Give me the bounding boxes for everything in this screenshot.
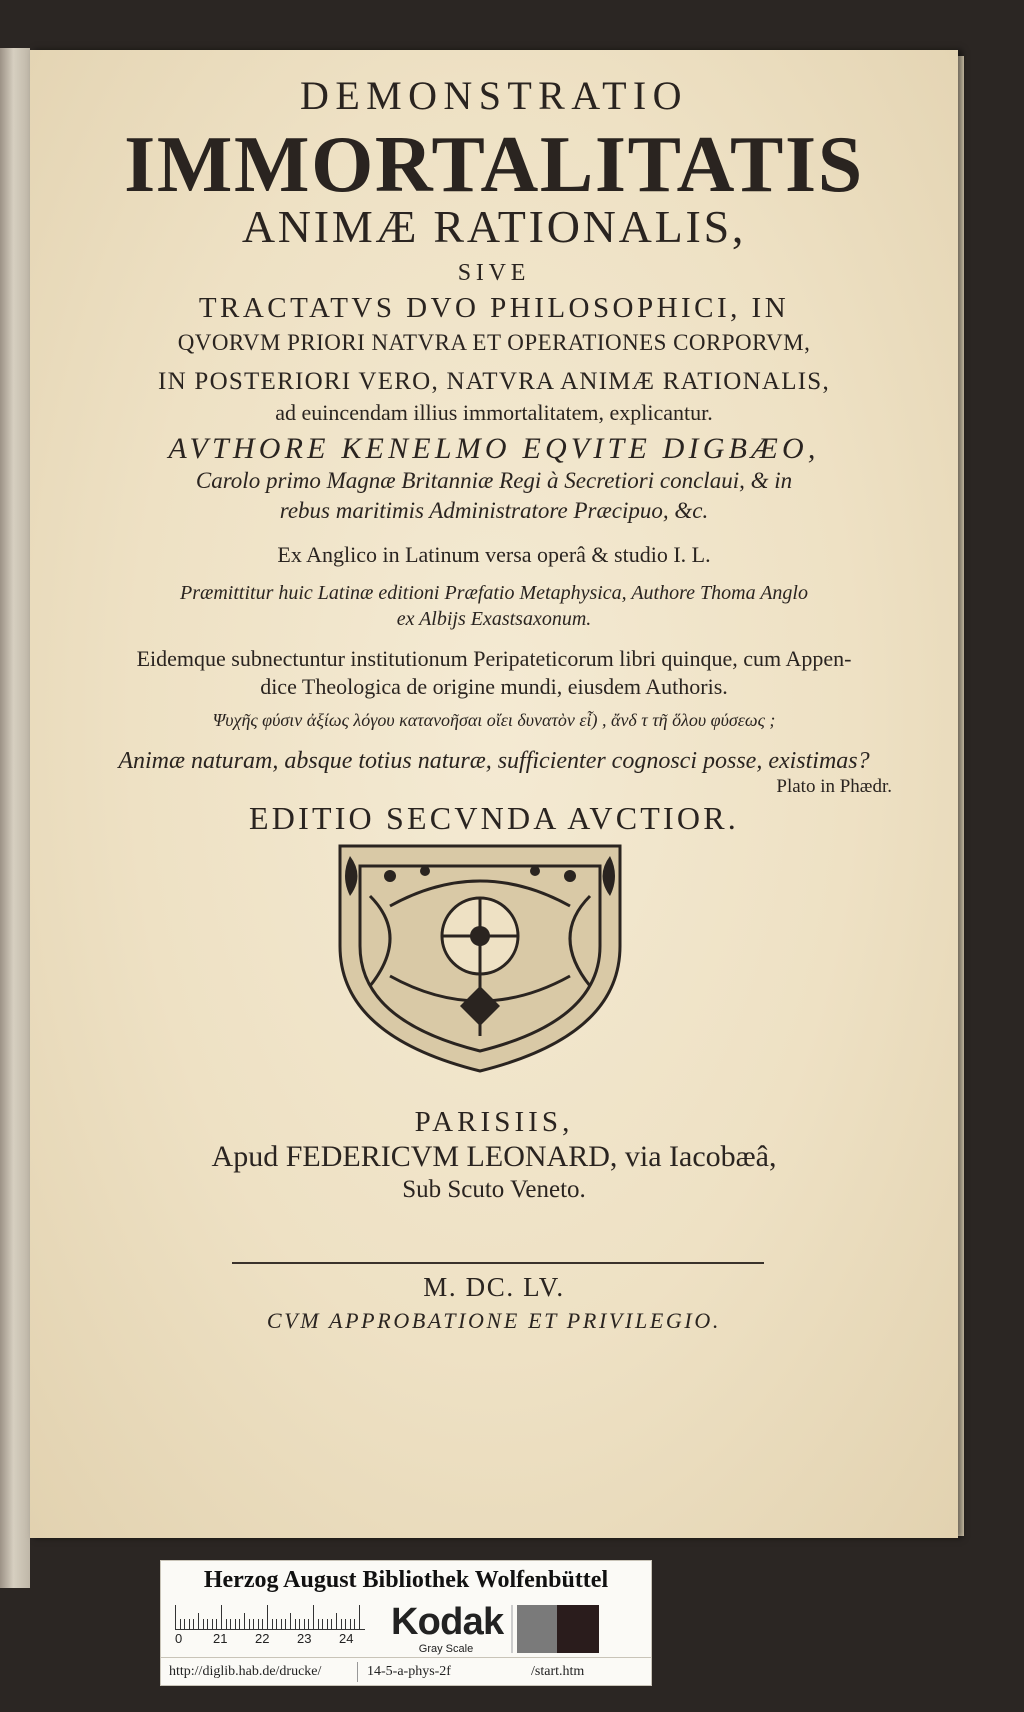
ruler-tick xyxy=(304,1619,305,1629)
author-line: AVTHORE KENELMO EQVITE DIGBÆO, xyxy=(168,432,820,465)
title-line-tractatus: TRACTATVS DVO PHILOSOPHICI, IN xyxy=(198,292,790,324)
ruler-tick xyxy=(198,1613,199,1629)
ruler-tick xyxy=(272,1619,273,1629)
imprint-rule xyxy=(232,1262,764,1264)
ruler-tick xyxy=(350,1619,351,1629)
ruler-tick xyxy=(313,1605,314,1629)
ruler-number: 21 xyxy=(213,1631,228,1646)
printers-device-ornament xyxy=(330,836,630,1076)
page-right-edge xyxy=(958,56,964,1536)
ruler-tick xyxy=(207,1619,208,1629)
ruler-number: 0 xyxy=(175,1631,183,1646)
ruler-tick xyxy=(276,1619,277,1629)
ruler-tick xyxy=(253,1619,254,1629)
ruler-tick xyxy=(221,1605,222,1629)
ruler-tick xyxy=(203,1619,204,1629)
ruler-tick xyxy=(175,1605,176,1629)
ruler-tick xyxy=(226,1619,227,1629)
preface-line-1: Præmittitur huic Latinæ editioni Præfatio Metaphysica, Authore Thoma Anglo xyxy=(180,582,808,604)
ruler-tick xyxy=(281,1619,282,1629)
gray-swatch-dark xyxy=(557,1605,599,1653)
library-label xyxy=(160,1560,652,1686)
title-line-in-posteriori: IN POSTERIORI VERO, NATVRA ANIMÆ RATIONALIS, xyxy=(158,368,830,395)
ruler-tick xyxy=(180,1619,181,1629)
left-page-edge xyxy=(0,48,30,1588)
ruler-tick xyxy=(235,1619,236,1629)
edition-line: EDITIO SECVNDA AVCTIOR. xyxy=(249,800,739,836)
ruler-tick xyxy=(267,1605,268,1629)
title-line-sive: SIVE xyxy=(457,260,531,286)
ruler-numbers xyxy=(175,1631,375,1647)
label-url-row xyxy=(161,1657,651,1686)
title-line-immortalitatis: IMMORTALITATIS xyxy=(124,121,864,209)
ruler-tick xyxy=(322,1619,323,1629)
latin-epigraph: Animæ naturam, absque totius naturæ, sufficienter cognosci posse, existimas? xyxy=(118,748,870,774)
gray-swatch-mid xyxy=(517,1605,557,1653)
author-title-line-2: rebus maritimis Administratore Præcipuo, &c. xyxy=(279,498,709,523)
ruler-tick xyxy=(285,1619,286,1629)
ruler-tick xyxy=(239,1619,240,1629)
imprint-year: M. DC. LV. xyxy=(423,1272,565,1302)
ruler-tick xyxy=(318,1619,319,1629)
ruler-tick xyxy=(341,1619,342,1629)
ruler-tick xyxy=(258,1619,259,1629)
appendix-line-1: Eidemque subnectuntur institutionum Peripateticorum libri quinque, cum Appen- xyxy=(136,646,852,671)
ruler-tick xyxy=(230,1619,231,1629)
ruler-tick xyxy=(345,1619,346,1629)
greek-epigraph: Ψυχῆς φύσιν ἀξίως λόγου κατανοῆσαι οἴει δυνατὸν εἶ) , ἄνδ τ τῆ ὅλου φύσεως ; xyxy=(212,710,776,730)
library-name: Herzog August Bibliothek Wolfenbüttel xyxy=(203,1567,609,1593)
title-line-animae-rationalis: ANIMÆ RATIONALIS, xyxy=(241,201,747,252)
ruler-tick xyxy=(212,1619,213,1629)
scale-ruler xyxy=(175,1603,365,1630)
ruler-tick xyxy=(184,1619,185,1629)
gray-swatch-white xyxy=(511,1605,513,1653)
ruler-tick xyxy=(354,1619,355,1629)
ruler-tick xyxy=(249,1619,250,1629)
ruler-tick xyxy=(359,1605,360,1629)
ruler-tick xyxy=(193,1619,194,1629)
ruler-tick xyxy=(295,1619,296,1629)
ruler-number: 23 xyxy=(297,1631,312,1646)
url-prefix: http://diglib.hab.de/drucke/ xyxy=(169,1664,322,1679)
url-suffix: /start.htm xyxy=(531,1664,585,1679)
gray-scale-caption: Gray Scale xyxy=(418,1643,474,1655)
ruler-tick xyxy=(262,1619,263,1629)
privilege-line: CVM APPROBATIONE ET PRIVILEGIO. xyxy=(266,1308,722,1333)
title-page xyxy=(30,50,958,1538)
ruler-tick xyxy=(331,1619,332,1629)
ruler-tick xyxy=(189,1619,190,1629)
url-separator xyxy=(357,1662,358,1682)
epigraph-source: Plato in Phædr. xyxy=(776,776,892,797)
title-line-ad-euincendam: ad euincendam illius immortalitatem, explicantur. xyxy=(275,400,713,425)
appendix-line-2: dice Theologica de origine mundi, eiusdem Authoris. xyxy=(260,674,728,699)
ruler-tick xyxy=(336,1613,337,1629)
kodak-logo: Kodak xyxy=(391,1601,504,1643)
imprint-printer: Apud FEDERICVM LEONARD, via Iacobæâ, xyxy=(211,1140,777,1173)
ruler-tick xyxy=(299,1619,300,1629)
author-title-line-1: Carolo primo Magnæ Britanniæ Regi à Secretiori conclaui, & in xyxy=(195,468,793,493)
ruler-tick xyxy=(216,1619,217,1629)
ruler-number: 24 xyxy=(339,1631,354,1646)
title-line-quorum-priori: QVORVM PRIORI NATVRA ET OPERATIONES CORPORVM, xyxy=(177,330,811,355)
ruler-tick xyxy=(290,1613,291,1629)
title-line-demonstratio: DEMONSTRATIO xyxy=(300,73,688,118)
imprint-sign: Sub Scuto Veneto. xyxy=(402,1176,586,1203)
ruler-tick xyxy=(308,1619,309,1629)
translator-line: Ex Anglico in Latinum versa operâ & studio I. L. xyxy=(277,542,711,567)
ruler-tick xyxy=(244,1613,245,1629)
shelfmark: 14-5-a-phys-2f xyxy=(367,1664,451,1679)
preface-line-2: ex Albijs Exastsaxonum. xyxy=(396,608,592,630)
ruler-tick xyxy=(327,1619,328,1629)
ruler-number: 22 xyxy=(255,1631,270,1646)
imprint-place: PARISIIS, xyxy=(414,1106,574,1138)
